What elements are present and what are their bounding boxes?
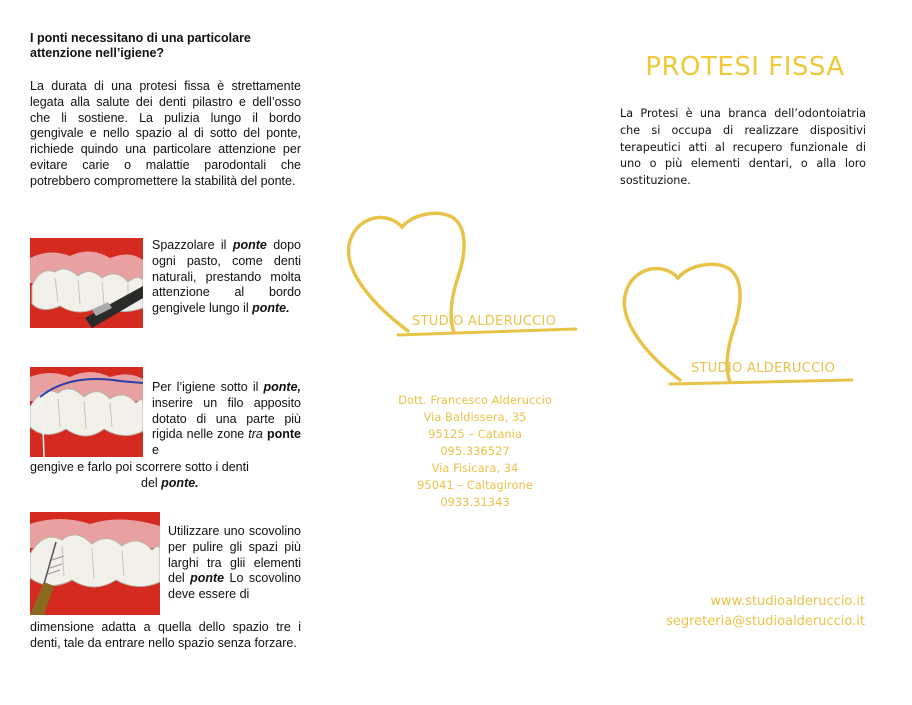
studio-brand-name-right: STUDIO ALDERUCCIO [691,361,836,376]
intro-paragraph: La durata di una protesi fissa è strettamente legata alla salute dei denti pilastro e dell’osso che li sostiene. La pulizia lungo il bordo gengivale e nello spazio al di sotto del ponte, richiede quindo una particolare attenzione per evitare carie o malattie parodontali che potrebbero compromettere la stabilità del ponte. [30,79,301,188]
tip-interdental-brush-continued: dimensione adatta a quella dello spazio tre i denti, tale da entrare nello spazio senza forzare. [30,620,301,650]
tip-flossing: Per l’igiene sotto il ponte, inserire un filo apposito dotato di una parte più rigida nelle zone tra ponte e [152,380,301,458]
website-link[interactable]: www.studioalderuccio.it [710,594,865,609]
postal-caltagirone: 95041 – Caltagirone [417,478,533,492]
interdental-brush-photo [30,512,160,615]
phone-catania: 095.336527 [440,444,510,458]
address-catania: Via Baldissera, 35 [423,410,527,424]
address-caltagirone: Via Fisicara, 34 [431,461,519,475]
contact-info [360,392,590,511]
toothbrush-photo [30,238,143,328]
page-title: PROTESI FISSA [645,52,845,82]
email-link[interactable]: segreteria@studioalderuccio.it [666,614,865,629]
postal-catania: 95125 – Catania [428,427,522,441]
dental-floss-photo [30,367,143,457]
contact-links [640,592,865,632]
tip-flossing-end: del ponte. [141,476,199,490]
section-heading: I ponti necessitano di una particolare attenzione nell’igiene? [30,31,251,60]
tip-flossing-continued: gengive e farlo poi scorrere sotto i denti [30,460,249,474]
studio-brand-name: STUDIO ALDERUCCIO [412,314,557,329]
definition-paragraph: La Protesi è una branca dell’odontoiatria che si occupa di realizzare dispositivi terapeutici atti al recupero funzionale di uno o più elementi dentari, o alla loro sostituzione. [620,107,866,188]
tip-interdental-brush: Utilizzare uno scovolino per pulire gli spazi più larghi tra glii elementi del ponte Lo scovolino deve essere di [168,524,301,602]
doctor-name: Dott. Francesco Alderuccio [398,393,552,407]
tip-brushing: Spazzolare il ponte dopo ogni pasto, come denti naturali, prestando molta attenzione al bordo gengivele lungo il ponte. [152,238,302,316]
phone-caltagirone: 0933.31343 [440,495,510,509]
